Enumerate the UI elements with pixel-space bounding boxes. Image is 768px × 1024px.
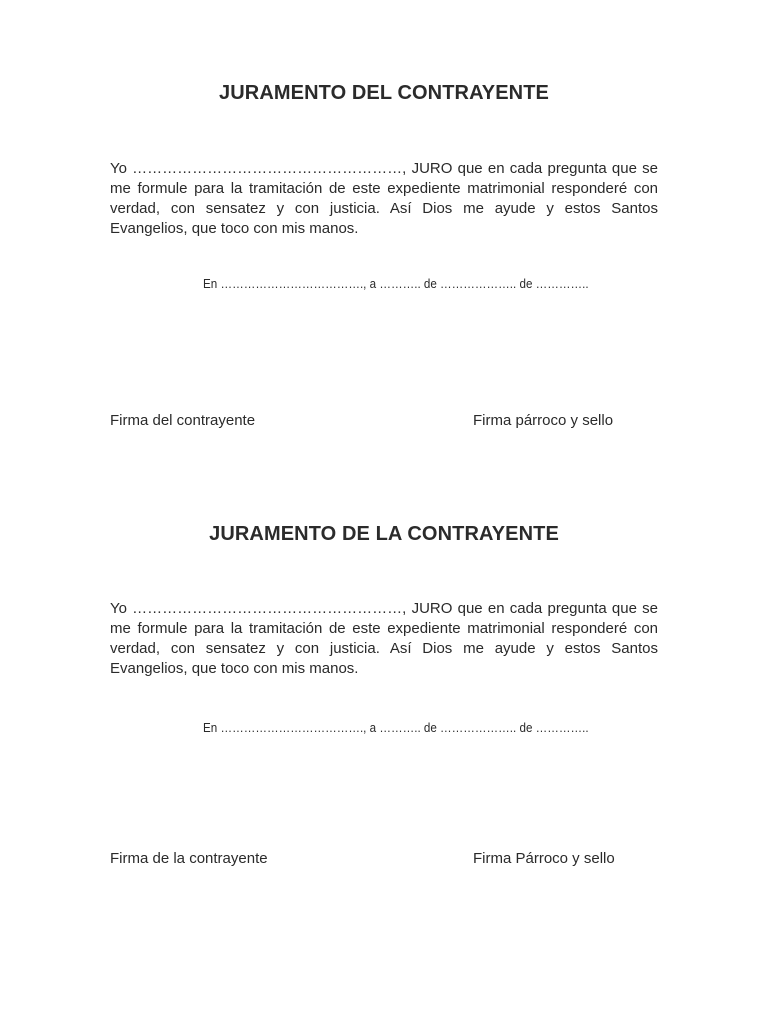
oath-text-groom: Yo ………………………………………………, JURO que en cada pregunta que se me formule para la tramitación de este expediente matrimonial responderé con verdad, con sensatez y con justicia. Así Dios me ayude y estos Santos Evangelios, que toco con mis manos.: [110, 160, 658, 237]
bride-signature-label: Firma de la contrayente: [110, 850, 268, 867]
place-date-line-groom: En ………………………………., a ……….. de ……………….. de …………..: [203, 277, 589, 291]
oath-text-bride: Yo ………………………………………………, JURO que en cada pregunta que se me formule para la tramitación de este expediente matrimonial responderé con verdad, con sensatez y con justicia. Así Dios me ayude y estos Santos Evangelios, que toco con mis manos.: [110, 600, 658, 677]
groom-signature-label: Firma del contrayente: [110, 412, 256, 429]
priest-signature-label-2: Firma Párroco y sello: [473, 850, 615, 867]
oath-title-bride: JURAMENTO DE LA CONTRAYENTE: [209, 523, 559, 545]
oath-title-groom: JURAMENTO DEL CONTRAYENTE: [219, 82, 549, 104]
priest-signature-label-1: Firma párroco y sello: [473, 412, 614, 429]
place-date-line-bride: En ………………………………., a ……….. de ……………….. de …………..: [203, 721, 589, 735]
